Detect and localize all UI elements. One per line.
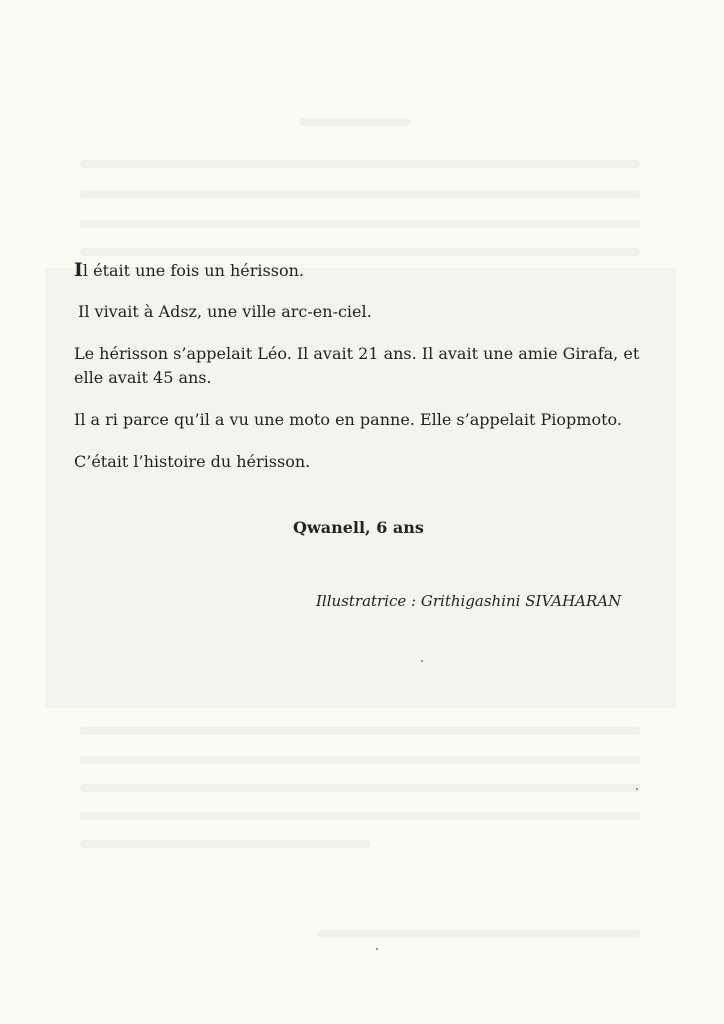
show-through-line	[80, 190, 640, 198]
paper-speck	[376, 948, 378, 950]
show-through-line	[80, 248, 640, 256]
illustrator-credit: Illustratrice : Grithigashini SIVAHARAN	[316, 592, 622, 610]
story-line-3: Le hérisson s’appelait Léo. Il avait 21 ans. Il avait une amie Girafa, et elle avait 45 ans.	[74, 344, 640, 387]
story-line-2: Il vivait à Adsz, une ville arc-en-ciel.	[78, 302, 372, 321]
story-paragraph	[74, 258, 304, 283]
show-through-line	[80, 160, 640, 168]
story-line-5: C’était l’histoire du hérisson.	[74, 452, 311, 471]
paper-speck	[636, 788, 638, 790]
show-through-line	[80, 727, 640, 735]
story-line-4: Il a ri parce qu’il a vu une moto en panne. Elle s’appelait Piopmoto.	[74, 410, 622, 429]
show-through-region	[46, 268, 676, 708]
paper-speck	[421, 660, 423, 662]
drop-initial: I	[74, 259, 83, 281]
show-through-line	[80, 784, 640, 792]
show-through-line	[80, 840, 370, 848]
story-line-1: l était une fois un hérisson.	[82, 261, 304, 280]
show-through-line	[80, 220, 640, 228]
show-through-line	[80, 756, 640, 764]
show-through-line	[300, 118, 410, 126]
author-credit: Qwanell, 6 ans	[293, 518, 424, 537]
show-through-line	[318, 930, 640, 938]
show-through-line	[80, 812, 640, 820]
